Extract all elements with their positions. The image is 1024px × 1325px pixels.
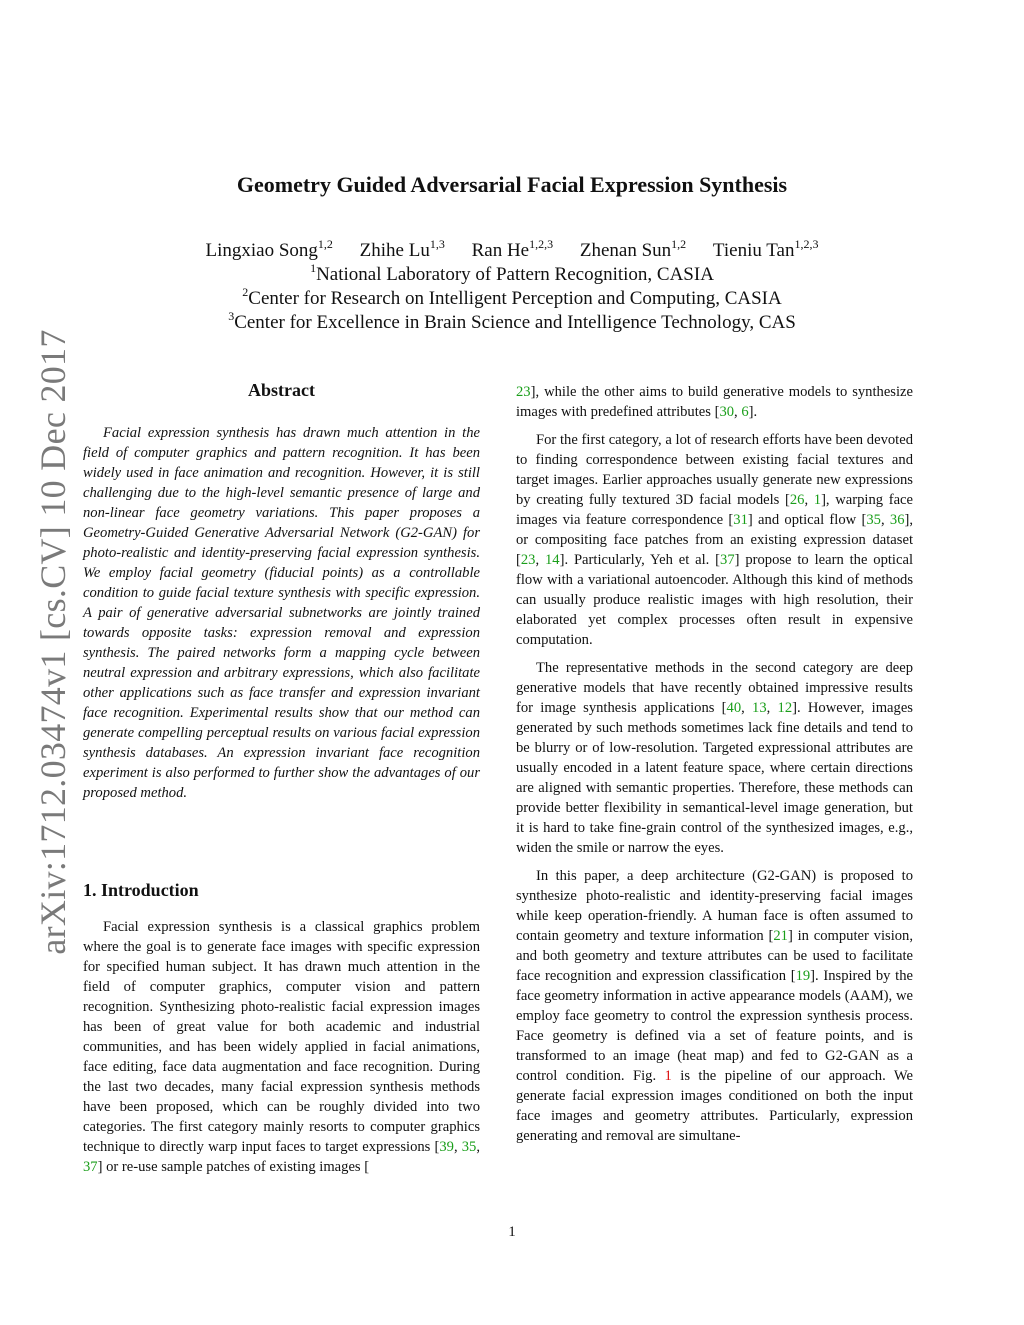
abstract-text: Facial expression synthesis has drawn much attention in the field of computer graphics and pattern recognition. It has been widely used in face animation and recognition. However, it is still challenging due to the high-level semantic presence of large and non-linear face geometry variations. This paper proposes a Geometry-Guided Generative Adversarial Network (G2-GAN) for photo-realistic and identity-preserving facial expression synthesis. We employ facial geometry (fiducial points) as a controllable condition to guide facial texture synthesis with specific expression. A pair of generative adversarial subnetworks are jointly trained towards opposite tasks: expression removal and expression synthesis. The paired networks form a mapping cycle between neutral expression and arbitrary expressions, which also facilitate other applications such as face transfer and expression invariant face recognition. Experimental results show that our method can generate compelling perceptual results on various facial expression synthesis databases. An expression invariant face recognition experiment is also performed to further show the advantages of our proposed method. [83, 425, 480, 801]
right-column [516, 382, 913, 1146]
introduction-text [83, 917, 480, 1177]
citation-link[interactable]: 37 [83, 1159, 98, 1175]
citation-link[interactable]: 35 [461, 1139, 477, 1155]
affiliation: $^1$National Laboratory of Pattern Recognition, CASIA [310, 261, 714, 285]
arxiv-id: arXiv:1712.03474v1 [cs.CV] 10 Dec 2017 [33, 329, 73, 955]
author: Lingxiao Song$^{1,2}$ [205, 237, 333, 261]
affiliation: $^2$Center for Research on Intelligent Perception and Computing, CASIA [242, 285, 782, 309]
page-number: 1 [508, 1224, 516, 1240]
citation-link[interactable]: 12 [777, 700, 793, 716]
citation-link[interactable]: 23 [516, 384, 531, 400]
citation-link[interactable]: 31 [733, 512, 748, 528]
paragraph: 23], while the other aims to build generative models to synthesize images with predefined attributes [30, 6]. [516, 384, 913, 420]
citation-link[interactable]: 26 [789, 492, 805, 508]
citation-link[interactable]: 19 [795, 968, 811, 984]
paper-title: Geometry Guided Adversarial Facial Expression Synthesis [236, 172, 788, 197]
affiliation: $^3$Center for Excellence in Brain Science and Intelligence Technology, CAS [228, 309, 796, 333]
citation-link[interactable]: 21 [773, 928, 788, 944]
citation-link[interactable]: 1 [813, 492, 822, 508]
citation-link[interactable]: 30 [719, 404, 735, 420]
author: Zhihe Lu$^{1,3}$ [359, 237, 445, 261]
author: Tieniu Tan$^{1,2,3}$ [712, 237, 819, 261]
citation-link[interactable]: 40 [726, 700, 742, 716]
citation-link[interactable]: 39 [439, 1139, 454, 1155]
paragraph: For the first category, a lot of research efforts have been devoted to finding correspondence between existing facial textures and target images. Earlier approaches usually generate new expressions by creating fully textured 3D facial models [26, 1], warping face images via feature correspondence [31] and optical flow [35, 36], or compositing face patches from an existing expression dataset [23, 14]. Particularly, Yeh et al. [37] propose to learn the optical flow with a variational autoencoder. Although this kind of methods can usually produce realistic images with high resolution, their elaborated yet complex processes often result in expensive computation. [516, 432, 914, 648]
citation-link[interactable]: 36 [889, 512, 905, 528]
citation-link[interactable]: 35 [866, 512, 881, 528]
figure-ref-link[interactable]: 1 [664, 1068, 672, 1084]
paragraph: Facial expression synthesis is a classical graphics problem where the goal is to generate face images with specific expression for specified human subject. It has drawn much attention in the field of computer graphics, computer vision and pattern recognition. Synthesizing photo-realistic facial expression images has been of great value for both academic and industrial communities, and has been widely applied in facial animations, face editing, face data augmentation and face recognition. During the last two decades, many facial expression synthesis methods have been proposed, which can be roughly divided into two categories. The first category mainly resorts to computer graphics technique to directly warp input faces to target expressions [39, 35, 37] or re-use sample patches of existing images [ [83, 919, 480, 1175]
author: Zhenan Sun$^{1,2}$ [579, 237, 687, 261]
author: Ran He$^{1,2,3}$ [471, 237, 554, 261]
citation-link[interactable]: 14 [544, 552, 560, 568]
author-list [0, 237, 1024, 262]
section-heading-introduction: 1. Introduction [83, 880, 199, 900]
paragraph: In this paper, a deep architecture (G2-GAN) is proposed to synthesize photo-realistic and identity-preserving facial images while keep operation-friendly. A human face is often assumed to contain geometry and texture information [21] in computer vision, and both geometry and texture attributes can be used to facilitate face recognition and expression classification [19]. Inspired by the face geometry information in active appearance models (AAM), we employ face geometry to control the expression synthesis process. Face geometry is defined via a set of feature points, and is transformed to an image (heat map) and fed to G2-GAN as a control condition. Fig. 1 is the pipeline of our approach. We generate facial expression images conditioned on both the input face images and geometry attributes. Particularly, expression generating and removal are simultane- [516, 868, 914, 1144]
citation-link[interactable]: 23 [520, 552, 536, 568]
citation-link[interactable]: 13 [752, 700, 767, 716]
citation-link[interactable]: 6 [741, 404, 749, 420]
paragraph: The representative methods in the second category are deep generative models that have recently obtained impressive results for image synthesis applications [40, 13, 12]. However, images generated by such methods sometimes lack fine details and tend to be blurry or of low-resolution. Targeted expressional attributes are usually encoded in a latent feature space, where certain directions are aligned with semantic properties. Therefore, these methods can provide better flexibility in semantical-level image generation, but it is hard to take fine-grain control of the synthesized images, e.g., widen the smile or narrow the eyes. [516, 660, 913, 856]
citation-link[interactable]: 37 [720, 552, 735, 568]
abstract-heading: Abstract [248, 380, 315, 400]
